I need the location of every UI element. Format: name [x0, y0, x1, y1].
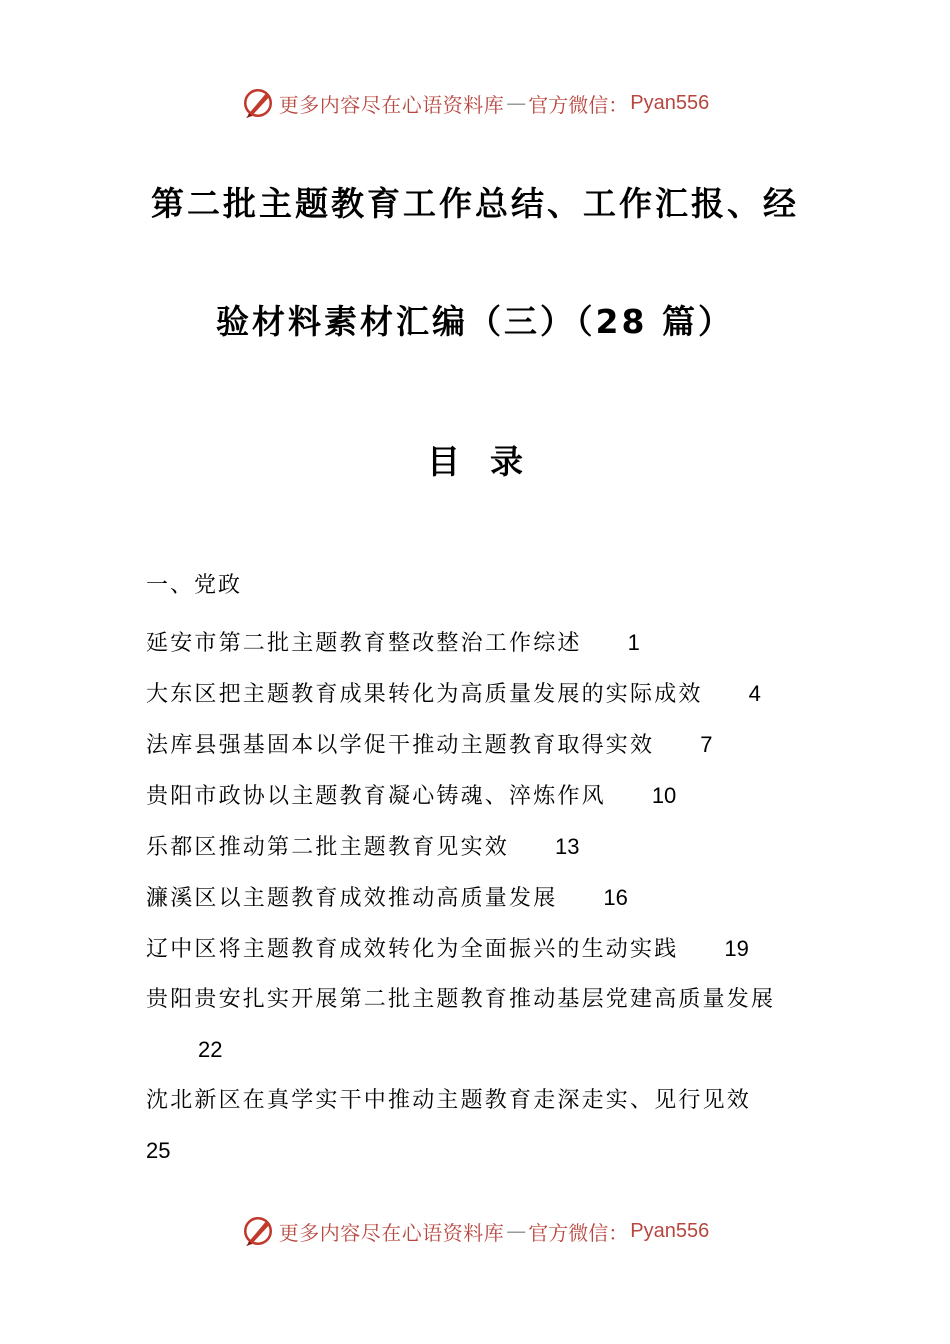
toc-entry[interactable] — [146, 975, 816, 1076]
pen-logo-icon — [241, 1214, 275, 1248]
toc-heading: 目录 — [427, 442, 553, 481]
watermark-banner-top — [0, 83, 950, 123]
toc-entry-page: 19 — [724, 936, 749, 961]
table-of-contents — [146, 568, 816, 1177]
toc-entry[interactable] — [146, 720, 816, 771]
toc-entry[interactable] — [146, 618, 816, 669]
watermark-banner-bottom — [0, 1211, 950, 1251]
toc-entry-title: 法库县强基固本以学促干推动主题教育取得实效 — [146, 733, 655, 758]
toc-entry-page: 10 — [651, 783, 677, 808]
toc-entry[interactable] — [146, 924, 816, 975]
toc-entry[interactable] — [146, 1076, 816, 1177]
toc-entry-title: 乐都区推动第二批主题教育见实效 — [146, 835, 510, 860]
banner-official-label: 官方微信： — [528, 1220, 629, 1245]
toc-entry-title: 贵阳市政协以主题教育凝心铸魂、淬炼作风 — [146, 784, 606, 809]
banner-text: 更多内容尽在心语资料库 — [278, 1220, 505, 1245]
pen-logo-icon — [241, 86, 275, 120]
toc-entry-page: 4 — [748, 681, 761, 706]
toc-entry-title: 延安市第二批主题教育整改整治工作综述 — [146, 631, 582, 656]
toc-entry-page: 16 — [603, 885, 628, 910]
document-title-line-2: 验材料素材汇编（三）（28 篇） — [216, 302, 734, 341]
toc-entry-page: 13 — [555, 834, 580, 859]
toc-entry-page: 25 — [146, 1138, 171, 1163]
toc-entry-page: 1 — [627, 630, 640, 655]
banner-dash: — — [506, 91, 527, 115]
toc-entry-title: 大东区把主题教育成果转化为高质量发展的实际成效 — [146, 682, 703, 707]
toc-entry[interactable] — [146, 822, 816, 873]
banner-dash: — — [506, 1219, 527, 1243]
banner-official-label: 官方微信： — [528, 92, 629, 117]
toc-section-title: 一、党政 — [146, 573, 243, 598]
banner-wechat-id: Pyan556 — [630, 91, 710, 114]
toc-entry[interactable] — [146, 771, 816, 822]
toc-entry[interactable] — [146, 873, 816, 924]
banner-wechat-id: Pyan556 — [630, 1219, 710, 1242]
banner-text: 更多内容尽在心语资料库 — [278, 92, 505, 117]
toc-entry-title: 辽中区将主题教育成效转化为全面振兴的生动实践 — [146, 937, 679, 962]
toc-entry-page: 22 — [198, 1037, 223, 1062]
toc-entry-title: 濂溪区以主题教育成效推动高质量发展 — [146, 886, 558, 911]
toc-entry[interactable] — [146, 669, 816, 720]
document-title-line-1: 第二批主题教育工作总结、工作汇报、经 — [151, 184, 799, 223]
toc-entry-title: 贵阳贵安扎实开展第二批主题教育推动基层党建高质量发展 — [146, 987, 776, 1012]
toc-entry-page: 7 — [700, 732, 713, 757]
toc-entry-title: 沈北新区在真学实干中推动主题教育走深走实、见行见效 — [146, 1088, 752, 1113]
